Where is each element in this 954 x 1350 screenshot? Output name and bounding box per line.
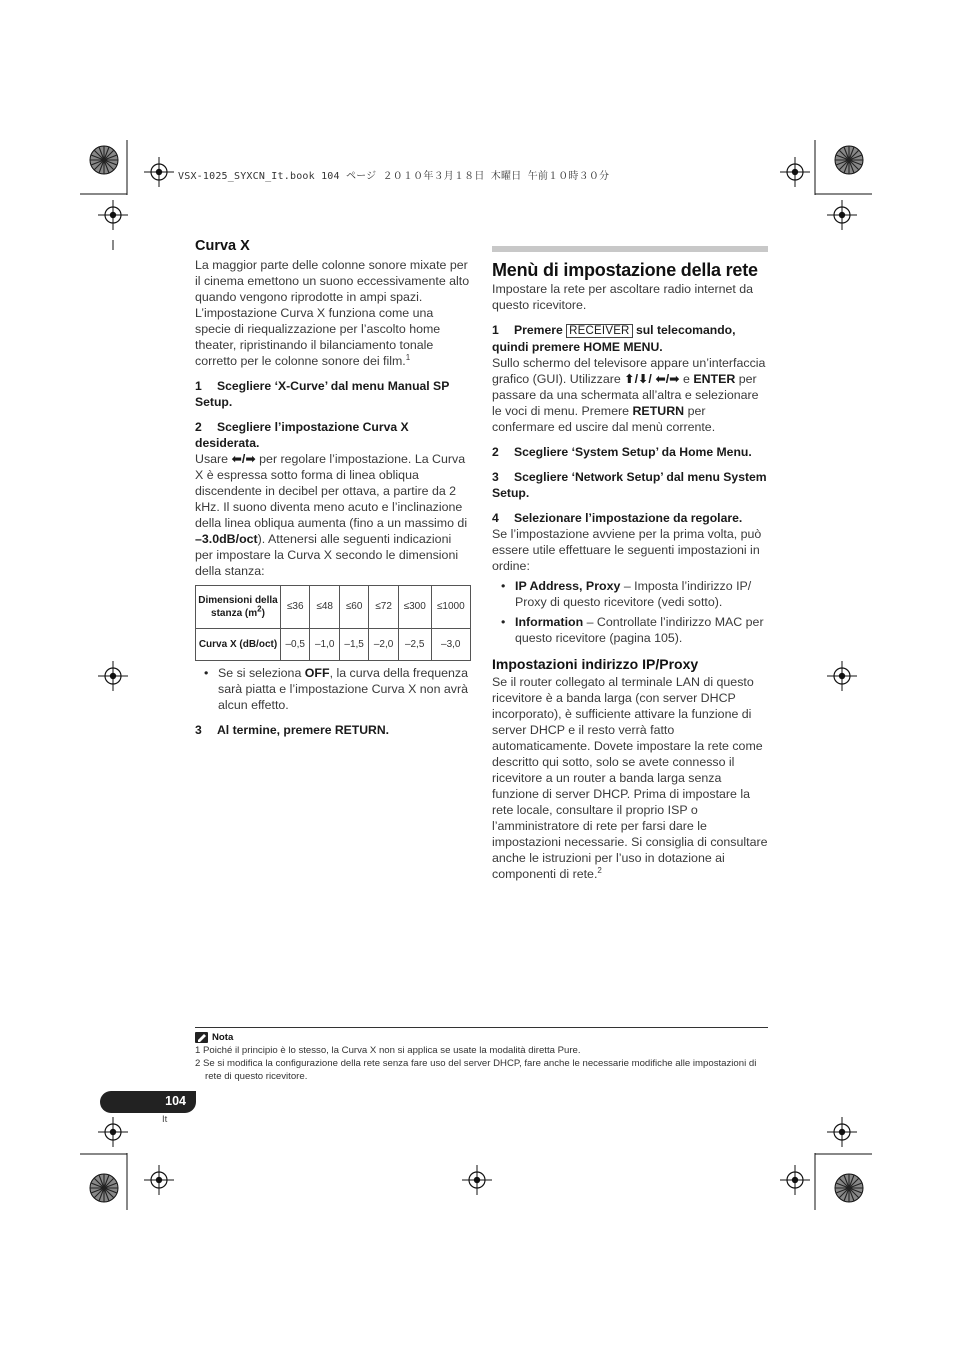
step-2: 2 Scegliere l’impostazione Curva X desiderata.	[195, 420, 409, 450]
list-item: • IP Address, Proxy – Imposta l’indirizzo IP/ Proxy di questo ricevitore (vedi sotto).	[492, 578, 768, 610]
list-item: • Se si seleziona OFF, la curva della frequenza sarà piatta e l’impostazione Curva X non avrà alcun effetto.	[195, 665, 471, 713]
step-1: 1 Premere RECEIVER sul telecomando, quindi premere HOME MENU.	[492, 323, 736, 354]
bottom-right-marks	[780, 1117, 872, 1210]
step-3: 3 Al termine, premere RETURN.	[195, 723, 390, 737]
page-number-tab	[100, 1091, 196, 1113]
left-right-arrows-icon: ⬅/➡	[655, 372, 680, 386]
settings-list	[492, 578, 768, 646]
table-row	[196, 629, 471, 661]
footnote-1: 1 Poiché il principio è lo stesso, la Curva X non si applica se usate la modalità diretta Pure.	[195, 1045, 581, 1056]
up-down-arrows-icon: ⬆/⬇/	[624, 372, 652, 386]
table-cell: –2,5	[398, 629, 431, 661]
right-column	[492, 246, 768, 882]
step-4: 4 Selezionare l’impostazione da regolare.	[492, 511, 743, 525]
bottom-center-mark	[462, 1165, 492, 1195]
table-cell: –1,0	[310, 629, 339, 661]
table-header-room: Dimensioni della stanza $(m^2)$	[196, 586, 281, 629]
step-4-body: Se l’impostazione avviene per la prima volta, può essere utile effettuare le seguenti impostazioni in ordine:	[492, 527, 762, 573]
table-cell: ≤1000	[431, 586, 470, 629]
left-right-arrows-icon: ⬅/➡	[231, 452, 256, 466]
table-cell: –3,0	[431, 629, 470, 661]
footnote-ref-1: 1	[405, 352, 411, 362]
nota-heading: Nota	[195, 1031, 768, 1044]
step-1-body: Sullo schermo del televisore appare un’interfaccia grafico (GUI). Utilizzare ⬆/⬇/ ⬅/➡ e ENTER per passare da una schermata all’altra e selezionare le voci di menu. Premere RETURN per confermare ed uscire dal menù corrente.	[492, 356, 766, 434]
note-pencil-icon	[195, 1032, 208, 1043]
curve-table	[195, 585, 471, 661]
section-divider	[492, 246, 768, 252]
step-2: 2 Scegliere ‘System Setup’ da Home Menu.	[492, 445, 752, 459]
footnote-ref-2: 2	[597, 865, 602, 875]
network-intro: Impostare la rete per ascoltare radio internet da questo ricevitore.	[492, 282, 754, 312]
language-code: It	[162, 1114, 168, 1125]
table-cell: –1,5	[339, 629, 368, 661]
notes-section	[195, 1027, 768, 1083]
table-header-curve: Curva X (dB/oct)	[196, 629, 281, 661]
footnote-2: 2 Se si modifica la configurazione della rete senza fare uso del server DHCP, fare anche le necessarie modifiche alle impostazioni di rete di questo ricevitore.	[195, 1058, 757, 1082]
table-cell: –2,0	[369, 629, 398, 661]
table-cell: ≤48	[310, 586, 339, 629]
receiver-key-label: RECEIVER	[566, 324, 632, 338]
step-2-body: Usare ⬅/➡ per regolare l’impostazione. La Curva X è espressa sotto forma di linea obliqua discendente in decibel per ottava, a partire da 2 kHz. Il suono diventa meno acuto e l’inclinazione della linea obliqua aumenta (fino a un massimo di –3.0dB/oct). Attenersi alle seguenti indicazioni per impostare la Curva X secondo le dimensioni della stanza:	[195, 452, 468, 578]
list-item: • Information – Controllate l’indirizzo MAC per questo ricevitore (pagina 105).	[492, 614, 768, 646]
subsection-title-ip-proxy: Impostazioni indirizzo IP/Proxy	[492, 656, 699, 672]
step-3: 3 Scegliere ‘Network Setup’ dal menu System Setup.	[492, 470, 767, 500]
page-number: 104	[165, 1094, 186, 1108]
table-row	[196, 586, 471, 629]
bottom-left-marks	[80, 1117, 174, 1210]
left-column	[195, 238, 471, 738]
table-cell: ≤60	[339, 586, 368, 629]
top-left-marks	[80, 140, 195, 250]
print-header: VSX-1025_SYXCN_It.book 104 ページ ２０１０年３月１８日 木曜日 午前１０時３０分	[178, 171, 610, 182]
table-cell: ≤72	[369, 586, 398, 629]
table-cell: ≤36	[281, 586, 310, 629]
section-title-curva-x: Curva X	[195, 238, 250, 254]
section-title-network: Menù di impostazione della rete	[492, 260, 758, 280]
top-right-marks	[780, 140, 872, 230]
off-note-list	[195, 665, 471, 713]
step-1: 1 Scegliere ‘X-Curve’ dal menu Manual SP Setup.	[195, 379, 450, 409]
curva-x-intro: La maggior parte delle colonne sonore mixate per il cinema emettono un suono eccessivamente alto quando vengono riprodotte in ampi spazi. L’impostazione Curva X funziona come una specie di riequalizzazione per l’ascolto home theater, ripristinando il bilanciamento tonale corretto per le colonne sonore dei film.$^1$	[195, 258, 470, 368]
table-cell: ≤300	[398, 586, 431, 629]
table-cell: –0,5	[281, 629, 310, 661]
ip-proxy-body: Se il router collegato al terminale LAN di questo ricevitore è a banda larga (con server DHCP incorporato), è sufficiente attivare la funzione di server DHCP e il resto verrà fatto automaticamente. Dovete impostare la rete come descritto qui sotto, solo se avete connesso il ricevitore a un router a banda larga senza funzione di server DHCP. Prima di impostare la rete locale, consultare il proprio ISP o l’amministratore di rete per farsi dare le impostazioni necessarie. Si consiglia di consultare anche le istruzioni per l’uso in dotazione ai componenti di rete.$^2$	[492, 675, 768, 881]
